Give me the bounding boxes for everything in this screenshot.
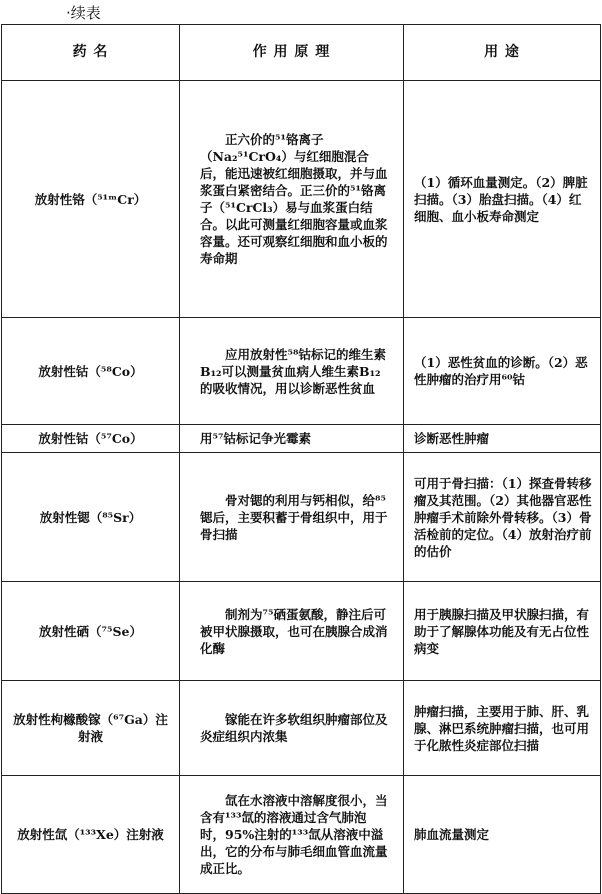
drug-principle: 镓能在许多软组织肿瘤部位及炎症组织内浓集 (180, 681, 404, 776)
medicine-table (1, 24, 601, 894)
drug-principle: 骨对锶的利用与钙相似，给⁸⁵锶后，主要积蓄于骨组织中，用于骨扫描 (180, 453, 404, 582)
drug-name: 放射性枸橼酸镓（⁶⁷Ga）注射液 (2, 681, 180, 776)
table-row (2, 453, 601, 582)
drug-name: 放射性铬（⁵¹ᵐCr） (2, 81, 180, 318)
drug-name: 放射性氙（¹³³Xe）注射液 (2, 776, 180, 894)
drug-principle: 应用放射性⁵⁸钴标记的维生素B₁₂可以测量贫血病人维生素B₁₂的吸收情况，用以诊断恶性贫血 (180, 318, 404, 425)
drug-name: 放射性锶（⁸⁵Sr） (2, 453, 180, 582)
table-row (2, 582, 601, 681)
header-drug-name: 药 名 (2, 25, 180, 81)
table-row (2, 776, 601, 894)
header-row (2, 25, 601, 81)
drug-usage: 肿瘤扫描，主要用于肺、肝、乳腺、淋巴系统肿瘤扫描，也可用于化脓性炎症部位扫描 (404, 681, 601, 776)
table-caption: ·续表 (66, 4, 101, 22)
table-row (2, 318, 601, 425)
drug-usage: 可用于骨扫描：（1）探查骨转移瘤及其范围。（2）其他器官恶性肿瘤手术前除外骨转移。（3）骨活检前的定位。（4）放射治疗前的估价 (404, 453, 601, 582)
drug-name: 放射性钴（⁵⁸Co） (2, 318, 180, 425)
drug-principle: 制剂为⁷⁵硒蛋氨酸，静注后可被甲状腺摄取，也可在胰腺合成消化酶 (180, 582, 404, 681)
table-row (2, 81, 601, 318)
drug-principle: 正六价的⁵¹铬离子（Na₂⁵¹CrO₄）与红细胞混合后，能迅速被红细胞摄取，并与血浆蛋白紧密结合。正三价的⁵¹铬离子（⁵¹CrCl₃）易与血浆蛋白结合。以此可测量红细胞容量或血浆容量。还可观察红细胞和血小板的寿命期 (180, 81, 404, 318)
drug-usage: （1）恶性贫血的诊断。（2）恶性肿瘤的治疗用⁶⁰钴 (404, 318, 601, 425)
header-principle: 作 用 原 理 (180, 25, 404, 81)
drug-usage: （1）循环血量测定。（2）脾脏扫描。（3）胎盘扫描。（4）红细胞、血小板寿命测定 (404, 81, 601, 318)
table-row (2, 681, 601, 776)
drug-usage: 肺血流量测定 (404, 776, 601, 894)
drug-usage: 诊断恶性肿瘤 (404, 425, 601, 453)
drug-name: 放射性钴（⁵⁷Co） (2, 425, 180, 453)
table-row (2, 425, 601, 453)
drug-principle: 用⁵⁷钴标记争光霉素 (180, 425, 404, 453)
drug-usage: 用于胰腺扫描及甲状腺扫描，有助于了解腺体功能及有无占位性病变 (404, 582, 601, 681)
drug-name: 放射性硒（⁷⁵Se） (2, 582, 180, 681)
header-usage: 用 途 (404, 25, 601, 81)
drug-principle: 氙在水溶液中溶解度很小，当含有¹³³氙的溶液通过含气肺泡时，95%注射的¹³³氙从溶液中溢出，它的分布与肺毛细血管血流量成正比。 (180, 776, 404, 894)
